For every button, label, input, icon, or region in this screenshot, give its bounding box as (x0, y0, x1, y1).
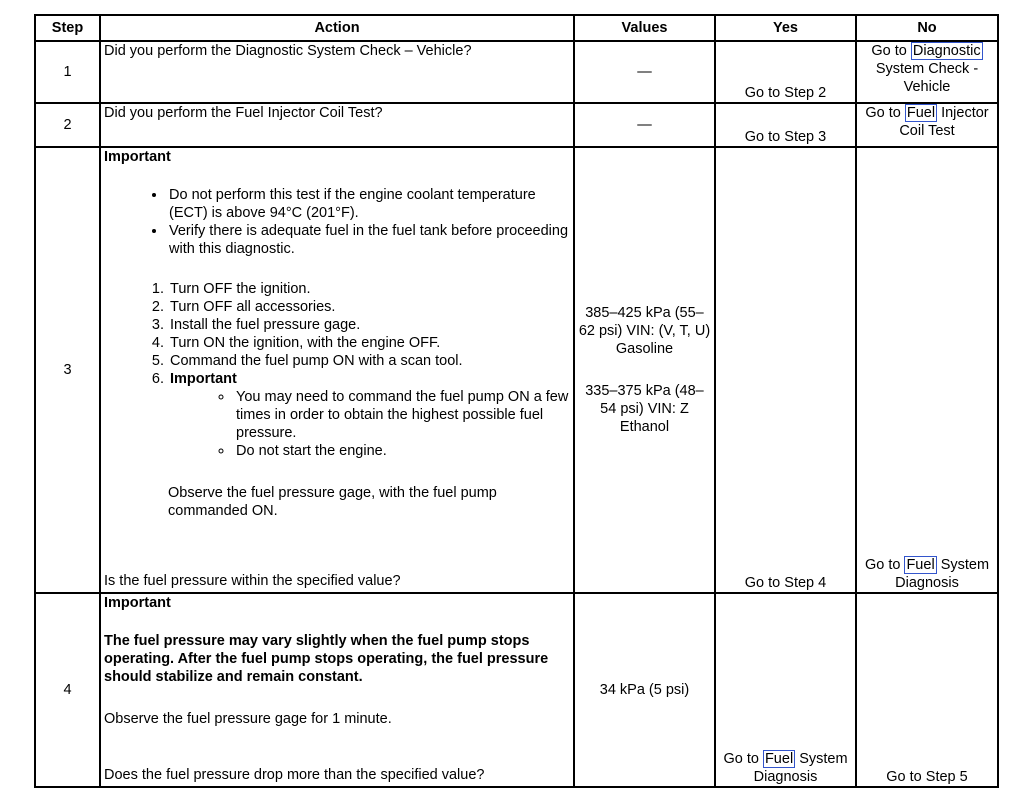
list-item (168, 370, 570, 460)
yes-cell (715, 593, 856, 787)
list-item: ◦ Do not start the engine. (234, 442, 570, 460)
fuel-link[interactable]: Fuel (906, 105, 936, 121)
action-text: Did you perform the Diagnostic System Check – Vehicle? (100, 41, 574, 103)
values-cell: 34 kPa (5 psi) (574, 593, 715, 787)
fuel-link[interactable]: Fuel (764, 751, 794, 767)
table-row (35, 41, 998, 103)
step6-important-label: Important (170, 371, 237, 387)
action-text: Did you perform the Fuel Injector Coil Test? (100, 103, 574, 147)
action-cell (100, 593, 574, 787)
step-number: 1 (35, 41, 100, 103)
step-number: 3 (35, 147, 100, 593)
action-cell (100, 147, 574, 593)
list-item: 5. Command the fuel pump ON with a scan tool. (168, 352, 570, 370)
header-values: Values (574, 15, 715, 41)
no-prefix: Go to (865, 105, 905, 121)
step-number: 2 (35, 103, 100, 147)
table-row (35, 593, 998, 787)
diagnostic-table (34, 14, 999, 788)
values-cell (574, 147, 715, 593)
no-cell: Go to Step 5 (856, 593, 998, 787)
no-prefix: Go to (871, 43, 911, 59)
fuel-link[interactable]: Fuel (906, 557, 935, 573)
no-cell (856, 147, 998, 593)
header-step: Step (35, 15, 100, 41)
important-label: Important (104, 595, 171, 611)
no-cell (856, 103, 998, 147)
list-item: 4. Turn ON the ignition, with the engine OFF. (168, 334, 570, 352)
yes-cell: Go to Step 4 (715, 147, 856, 593)
values-cell: — (574, 103, 715, 147)
yes-cell: Go to Step 3 (715, 103, 856, 147)
no-cell (856, 41, 998, 103)
header-row (35, 15, 998, 41)
question-text: Does the fuel pressure drop more than the specified value? (104, 767, 485, 783)
header-action: Action (100, 15, 574, 41)
list-item: 1. Turn OFF the ignition. (168, 280, 570, 298)
observe-text: Observe the fuel pressure gage for 1 minute. (104, 711, 392, 727)
question-text: Is the fuel pressure within the specified value? (104, 573, 401, 589)
yes-suffix: System Diagnosis (753, 751, 848, 785)
values-ethanol: 335–375 kPa (48–54 psi) VIN: Z Ethanol (585, 383, 704, 435)
step-number: 4 (35, 593, 100, 787)
list-item: 2. Turn OFF all accessories. (168, 298, 570, 316)
no-suffix: Injector Coil Test (899, 105, 989, 139)
no-suffix: System Diagnosis (895, 557, 990, 591)
no-suffix: System Check - Vehicle (875, 61, 979, 95)
header-no: No (856, 15, 998, 41)
table-row (35, 147, 998, 593)
yes-prefix: Go to (723, 751, 763, 767)
observe-text: Observe the fuel pressure gage, with the fuel pump commanded ON. (168, 485, 497, 519)
important-bullets (104, 186, 570, 258)
list-item: ◦ You may need to command the fuel pump ON a few times in order to obtain the highest possible fuel pressure. (234, 388, 570, 442)
yes-cell: Go to Step 2 (715, 41, 856, 103)
diagnostic-link[interactable]: Diagnostic (912, 43, 981, 59)
list-item: • Do not perform this test if the engine coolant temperature (ECT) is above 94°C (201°F). (167, 186, 570, 222)
no-prefix: Go to (864, 557, 905, 573)
important-label: Important (104, 149, 171, 165)
procedure-steps (104, 280, 570, 460)
values-cell: — (574, 41, 715, 103)
list-item: • Verify there is adequate fuel in the fuel tank before proceeding with this diagnostic. (167, 222, 570, 258)
header-yes: Yes (715, 15, 856, 41)
important-note: The fuel pressure may vary slightly when the fuel pump stops operating. After the fuel pump stops operating, the fuel pressure should stabilize and remain constant. (104, 633, 549, 685)
table-row (35, 103, 998, 147)
values-gasoline: 385–425 kPa (55–62 psi) VIN: (V, T, U) Gasoline (578, 305, 711, 357)
sub-bullets (170, 388, 570, 460)
list-item: 3. Install the fuel pressure gage. (168, 316, 570, 334)
